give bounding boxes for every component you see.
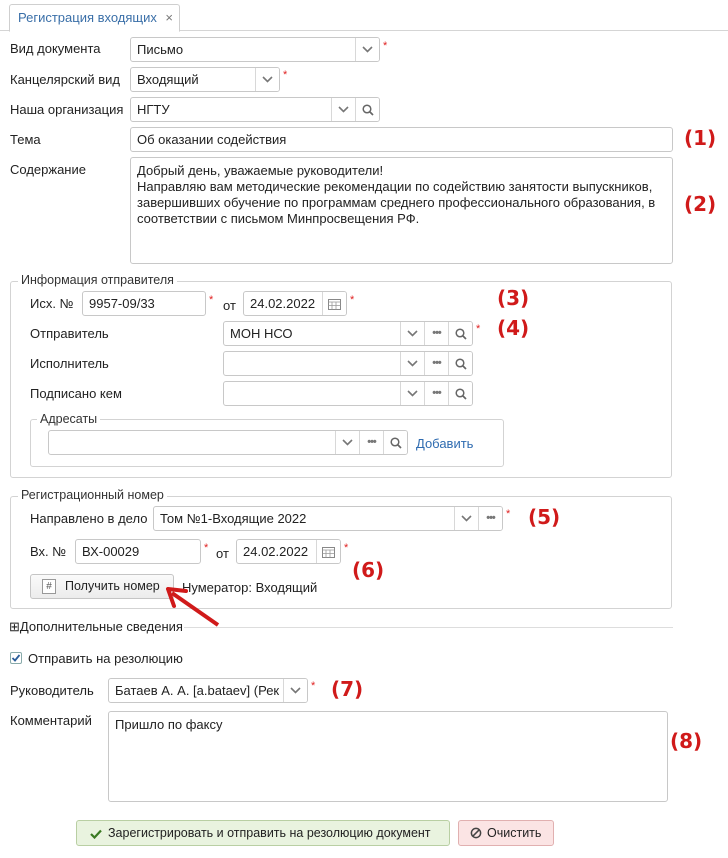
search-icon[interactable] — [448, 352, 472, 375]
incoming-number-input[interactable] — [75, 539, 201, 564]
recipients-select[interactable] — [48, 430, 408, 455]
annotation-2: (2) — [684, 192, 717, 216]
outgoing-number-label: Исх. № — [30, 296, 74, 311]
chevron-down-icon[interactable] — [331, 98, 355, 121]
doc-type-value: Письмо — [137, 42, 184, 57]
content-label: Содержание — [10, 162, 86, 177]
expand-icon: ⊞ — [9, 619, 20, 634]
head-label: Руководитель — [10, 683, 94, 698]
required-mark: * — [476, 323, 481, 335]
chevron-down-icon[interactable] — [283, 679, 307, 702]
annotation-1: (1) — [684, 126, 717, 150]
date-from-label: от — [223, 298, 236, 313]
outgoing-date-value: 24.02.2022 — [250, 296, 316, 311]
search-icon[interactable] — [448, 382, 472, 405]
chevron-down-icon[interactable] — [400, 382, 424, 405]
chevron-down-icon[interactable] — [400, 352, 424, 375]
office-type-value: Входящий — [137, 72, 199, 87]
check-icon — [90, 829, 102, 839]
annotation-8: (8) — [670, 729, 703, 753]
content-line: Направляю вам методические рекомендации по содействию занятости выпускников, — [137, 179, 653, 194]
resolution-checkbox[interactable] — [10, 652, 22, 664]
clear-label: Очистить — [487, 826, 542, 840]
doc-type-label: Вид документа — [10, 41, 101, 56]
more-icon[interactable]: ••• — [478, 507, 502, 530]
annotation-5: (5) — [528, 505, 561, 529]
organization-select[interactable] — [130, 97, 380, 122]
case-select[interactable] — [153, 506, 503, 531]
office-type-label: Канцелярский вид — [10, 72, 121, 87]
more-icon[interactable]: ••• — [424, 322, 448, 345]
chevron-down-icon[interactable] — [454, 507, 478, 530]
calendar-icon[interactable] — [316, 540, 340, 563]
annotation-6: (6) — [352, 558, 385, 582]
incoming-number-value: ВХ-00029 — [82, 544, 140, 559]
more-icon[interactable]: ••• — [424, 382, 448, 405]
more-icon[interactable]: ••• — [359, 431, 383, 454]
outgoing-number-input[interactable] — [82, 291, 206, 316]
incoming-number-label: Вх. № — [30, 544, 67, 559]
registration-legend: Регистрационный номер — [18, 488, 167, 502]
comment-textarea[interactable] — [108, 711, 668, 802]
sender-legend: Информация отправителя — [18, 273, 177, 287]
date-from-label: от — [216, 546, 229, 561]
subject-input[interactable] — [130, 127, 673, 152]
required-mark: * — [383, 40, 388, 52]
numerator-text: Нумератор: Входящий — [182, 580, 318, 595]
check-icon — [11, 653, 21, 663]
chevron-down-icon[interactable] — [335, 431, 359, 454]
chevron-down-icon[interactable] — [400, 322, 424, 345]
add-recipient-link[interactable]: Добавить — [416, 436, 474, 451]
required-mark: * — [311, 680, 316, 692]
doc-type-select[interactable] — [130, 37, 380, 62]
search-icon[interactable] — [448, 322, 472, 345]
get-number-label: Получить номер — [65, 579, 160, 593]
subject-value: Об оказании содействия — [137, 132, 287, 147]
search-icon[interactable] — [383, 431, 407, 454]
content-line: завершивших обучение по программам среднего профессионального образования, в — [137, 195, 656, 210]
clear-button[interactable] — [458, 820, 554, 846]
annotation-4: (4) — [497, 316, 530, 340]
outgoing-number-value: 9957-09/33 — [89, 296, 155, 311]
tab-title: Регистрация входящих — [18, 10, 157, 25]
incoming-date-value: 24.02.2022 — [243, 544, 309, 559]
sender-value: МОН НСО — [230, 326, 293, 341]
chevron-down-icon[interactable] — [255, 68, 279, 91]
annotation-7: (7) — [331, 677, 364, 701]
head-select[interactable] — [108, 678, 308, 703]
resolution-checkbox-label[interactable]: Отправить на резолюцию — [28, 651, 183, 666]
get-number-button[interactable] — [30, 574, 174, 599]
required-mark: * — [506, 508, 511, 520]
signed-by-select[interactable] — [223, 381, 473, 406]
required-mark: * — [209, 294, 214, 306]
search-icon[interactable] — [355, 98, 379, 121]
sender-label: Отправитель — [30, 326, 109, 341]
register-submit-button[interactable] — [76, 820, 450, 846]
organization-value: НГТУ — [137, 102, 170, 117]
extra-section-toggle[interactable] — [9, 619, 184, 635]
required-mark: * — [344, 542, 349, 554]
case-value: Том №1-Входящие 2022 — [160, 511, 307, 526]
case-label: Направлено в дело — [30, 511, 148, 526]
subject-label: Тема — [10, 132, 41, 147]
organization-label: Наша организация — [10, 102, 124, 117]
more-icon[interactable]: ••• — [424, 352, 448, 375]
hash-icon: # — [42, 579, 56, 594]
calendar-icon[interactable] — [322, 292, 346, 315]
chevron-down-icon[interactable] — [355, 38, 379, 61]
required-mark: * — [204, 542, 209, 554]
ban-icon — [470, 827, 482, 839]
executor-label: Исполнитель — [30, 356, 109, 371]
comment-label: Комментарий — [10, 713, 92, 728]
head-value: Батаев А. А. [a.bataev] (Рек — [115, 683, 280, 698]
comment-value: Пришло по факсу — [115, 717, 223, 732]
register-submit-label: Зарегистрировать и отправить на резолюцию документ — [108, 826, 431, 840]
content-textarea[interactable] — [130, 157, 673, 264]
required-mark: * — [283, 69, 288, 81]
close-icon[interactable]: × — [165, 10, 173, 25]
required-mark: * — [350, 294, 355, 306]
recipients-legend: Адресаты — [37, 412, 100, 426]
annotation-3: (3) — [497, 286, 530, 310]
tab-registration[interactable] — [9, 4, 180, 32]
signed-by-label: Подписано кем — [30, 386, 122, 401]
office-type-select[interactable] — [130, 67, 280, 92]
content-line: соответствии с письмом Минпросвещения РФ. — [137, 211, 420, 226]
content-line: Добрый день, уважаемые руководители! — [137, 163, 384, 178]
extra-section-label: Дополнительные сведения — [19, 619, 183, 634]
sender-select[interactable] — [223, 321, 473, 346]
outgoing-date-input[interactable] — [243, 291, 347, 316]
incoming-date-input[interactable] — [236, 539, 341, 564]
executor-select[interactable] — [223, 351, 473, 376]
